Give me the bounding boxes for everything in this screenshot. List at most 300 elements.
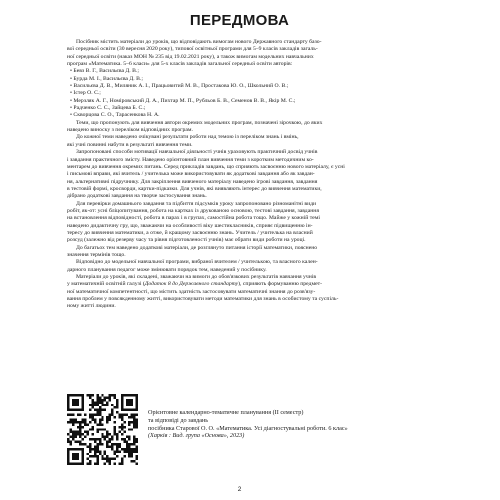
qr-module [89, 428, 91, 430]
qr-module [91, 416, 93, 418]
qr-module [99, 401, 101, 403]
qr-module [121, 426, 123, 428]
qr-module [82, 443, 84, 445]
qr-module [128, 443, 130, 445]
qr-module [69, 436, 71, 438]
qr-module [72, 458, 74, 460]
qr-module [111, 436, 113, 438]
qr-module [123, 448, 125, 450]
qr-module [72, 436, 74, 438]
qr-module [126, 448, 128, 450]
page-number: 2 [237, 486, 242, 493]
qr-module [79, 448, 81, 450]
qr-module [114, 396, 116, 398]
qr-module [89, 394, 91, 396]
qr-module [96, 409, 98, 411]
qr-caption-line: (Харків : Вид. група «Основа», 2023) [148, 432, 245, 440]
qr-module [91, 401, 93, 403]
qr-module [74, 399, 76, 401]
intro-line: Посібник містить матеріали до уроків, що відповідають вимогам нового Державного стандарту базо- [76, 39, 322, 45]
qr-module [133, 441, 135, 443]
qr-module [69, 463, 71, 465]
qr-module [106, 443, 108, 445]
qr-module [136, 414, 138, 416]
qr-module [133, 438, 135, 440]
qr-module [136, 441, 138, 443]
qr-module [74, 409, 76, 411]
qr-module [136, 399, 138, 401]
qr-module [106, 433, 108, 435]
qr-module [106, 436, 108, 438]
qr-module [109, 396, 111, 398]
qr-module [82, 438, 84, 440]
qr-module [131, 421, 133, 423]
qr-module [136, 401, 138, 403]
qr-module [67, 404, 69, 406]
qr-module [109, 418, 111, 420]
qr-module [74, 448, 76, 450]
qr-module [67, 401, 69, 403]
qr-module [89, 455, 91, 457]
qr-module [109, 463, 111, 465]
qr-module [91, 438, 93, 440]
qr-module [128, 450, 130, 452]
qr-module [133, 421, 135, 423]
qr-module [67, 414, 69, 416]
qr-module [72, 414, 74, 416]
qr-module [96, 428, 98, 430]
qr-module [123, 450, 125, 452]
qr-module [84, 436, 86, 438]
qr-module [133, 460, 135, 462]
qr-module [101, 455, 103, 457]
qr-module [121, 438, 123, 440]
qr-module [133, 426, 135, 428]
qr-module [136, 463, 138, 465]
qr-caption-line: посібника Старової О. О. «Математика. Усі діагностувальні роботи. 6 клас» [148, 424, 348, 432]
qr-module [99, 396, 101, 398]
qr-module [94, 401, 96, 403]
qr-module [94, 455, 96, 457]
qr-module [77, 399, 79, 401]
author-item: • Бевз В. Г., Васильєва Д. В.; [70, 68, 139, 75]
paragraph-line: тересу до вивчення математики, а отже, й кращому засвоєнню знань. Учитель / учителька на власний [67, 229, 313, 236]
qr-module [136, 394, 138, 396]
qr-module [99, 423, 101, 425]
paragraph-line: ментарем до вивчення окремих питань. Серед прикладів завдань, що сприяють засвоєнню нового матеріалу, є усні [67, 163, 345, 170]
qr-module [89, 445, 91, 447]
qr-module [87, 423, 89, 425]
qr-module [74, 441, 76, 443]
qr-module [118, 450, 120, 452]
qr-module [74, 436, 76, 438]
qr-module [82, 450, 84, 452]
qr-module [121, 406, 123, 408]
qr-module [116, 433, 118, 435]
qr-module [116, 438, 118, 440]
qr-module [133, 414, 135, 416]
qr-module [121, 458, 123, 460]
qr-module [69, 421, 71, 423]
author-text: Мерзляк А. Г., Номіровський Д. А., Пихтар М. П., Рубльов Б. В., Семенов В. В., Якір М. С.; [73, 97, 296, 104]
qr-module [96, 401, 98, 403]
qr-module [114, 421, 116, 423]
qr-module [99, 399, 101, 401]
qr-module [79, 431, 81, 433]
qr-module [94, 445, 96, 447]
qr-module [69, 448, 71, 450]
paragraph-line: значення термінів тощо. [67, 251, 126, 258]
qr-module [89, 438, 91, 440]
qr-module [121, 463, 123, 465]
qr-module [89, 421, 91, 423]
qr-module [121, 460, 123, 462]
qr-module [77, 404, 79, 406]
paragraph-line: дібрано додаткові завдання на творче застосування знань. [67, 193, 207, 200]
qr-module [109, 416, 111, 418]
qr-module [128, 455, 130, 457]
qr-module [109, 399, 111, 401]
qr-module [114, 428, 116, 430]
qr-module [111, 404, 113, 406]
qr-module [69, 418, 71, 420]
qr-module [82, 426, 84, 428]
qr-module [133, 450, 135, 452]
qr-module [99, 450, 101, 452]
qr-module [67, 460, 69, 462]
qr-module [84, 423, 86, 425]
qr-module [67, 433, 69, 435]
author-item: • Радченко С. С., Зайцева Б. С.; [70, 105, 146, 112]
qr-module [82, 401, 84, 403]
qr-module [82, 406, 84, 408]
qr-module [87, 433, 89, 435]
author-item: • Мерзляк А. Г., Номіровський Д. А., Пихтар М. П., Рубльов Б. В., Семенов В. В., Якір М. С.; [70, 97, 296, 104]
qr-module [79, 409, 81, 411]
qr-module [106, 458, 108, 460]
qr-module [123, 394, 125, 396]
qr-module [128, 445, 130, 447]
qr-module [91, 406, 93, 408]
paragraph-line: у математичній освітній галузі (Додаток 8 до Державного стандарту), сприяють формуванню предмет- [67, 281, 322, 288]
qr-module [126, 409, 128, 411]
paragraph-line: робіт, як-от: усні бліцопитування, робота на картках із друкованою основою, тестові завдання, завдання [67, 207, 319, 214]
qr-module [69, 394, 71, 396]
qr-module [131, 448, 133, 450]
qr-module [67, 455, 69, 457]
qr-module [74, 421, 76, 423]
qr-module [77, 463, 79, 465]
qr-module [67, 448, 69, 450]
qr-module [94, 414, 96, 416]
qr-module [72, 409, 74, 411]
qr-module [106, 416, 108, 418]
qr-module [114, 443, 116, 445]
qr-module [99, 409, 101, 411]
qr-module [131, 453, 133, 455]
qr-module [104, 428, 106, 430]
page-title: ПЕРЕДМОВА [189, 12, 290, 29]
qr-module [87, 394, 89, 396]
qr-module [136, 448, 138, 450]
qr-module [106, 421, 108, 423]
qr-module [123, 426, 125, 428]
qr-module [121, 396, 123, 398]
qr-module [74, 455, 76, 457]
qr-module [136, 421, 138, 423]
qr-module [67, 453, 69, 455]
qr-module [101, 418, 103, 420]
qr-module [111, 443, 113, 445]
qr-module [128, 416, 130, 418]
paragraph-line: і письмові вправи, які вчитель / учителька може використовувати як додаткові завдання або як завдан- [67, 171, 315, 178]
qr-module [116, 404, 118, 406]
qr-module [114, 426, 116, 428]
qr-module [118, 445, 120, 447]
qr-module [99, 418, 101, 420]
paragraph-line: До кожної теми наведено очікувані результати роботи над темою із переліком знань і вмінь, [76, 134, 299, 141]
paragraph-line: Для перевірки домашнього завдання та підбиття підсумків уроку запропоновано різноманітні види [76, 200, 317, 207]
qr-module [79, 394, 81, 396]
qr-module [72, 431, 74, 433]
qr-module [101, 428, 103, 430]
qr-module [133, 423, 135, 425]
qr-module [67, 399, 69, 401]
qr-module [136, 423, 138, 425]
qr-module [121, 399, 123, 401]
qr-module [74, 404, 76, 406]
author-text: Бурда М. І., Васильєва Д. В.; [73, 75, 143, 82]
qr-module [133, 418, 135, 420]
author-item: • Скворцова С. О., Тарасенкова Н. А. [70, 112, 160, 119]
qr-module [116, 401, 118, 403]
qr-module [91, 418, 93, 420]
qr-module [114, 453, 116, 455]
qr-module [106, 418, 108, 420]
qr-module [94, 453, 96, 455]
qr-module [74, 431, 76, 433]
qr-module [67, 450, 69, 452]
paragraph-line: які учні повинні набути в результаті вивчення теми. [67, 141, 193, 148]
qr-module [91, 455, 93, 457]
qr-module [91, 433, 93, 435]
qr-module [94, 441, 96, 443]
qr-module [128, 423, 130, 425]
qr-module [94, 409, 96, 411]
intro-line: ної середньої освіти (наказ МОН № 235 від 19.02.2021 року), а також вимогам модельних навчальних [67, 53, 314, 60]
qr-module [79, 428, 81, 430]
qr-caption-line: Орієнтовне календарно-тематичне планування (ІІ семестр) [148, 409, 304, 416]
qr-module [106, 441, 108, 443]
qr-module [106, 455, 108, 457]
qr-code[interactable] [67, 394, 138, 465]
qr-module [89, 460, 91, 462]
qr-module [82, 458, 84, 460]
qr-module [109, 445, 111, 447]
qr-module [74, 433, 76, 435]
qr-module [118, 426, 120, 428]
qr-module [121, 416, 123, 418]
qr-module [67, 406, 69, 408]
paragraph-line: ня, альтернативні підручнику. Для закріплення вивченого матеріалу наведено ігрові завдання, завдання [67, 178, 318, 185]
qr-module [121, 428, 123, 430]
qr-module [89, 414, 91, 416]
qr-module [94, 450, 96, 452]
qr-module [128, 394, 130, 396]
qr-module [72, 421, 74, 423]
qr-module [109, 433, 111, 435]
qr-module [131, 455, 133, 457]
qr-module [77, 448, 79, 450]
qr-module [84, 414, 86, 416]
qr-module [106, 396, 108, 398]
qr-module [96, 423, 98, 425]
qr-module [91, 414, 93, 416]
qr-module [89, 416, 91, 418]
qr-module [131, 409, 133, 411]
qr-module [109, 438, 111, 440]
qr-module [96, 394, 98, 396]
qr-module [104, 399, 106, 401]
qr-module [82, 460, 84, 462]
intro-line: програм «Математика. 5–6 класи» для 5-х класів закладів загальної середньої освіти авторів: [67, 61, 293, 68]
qr-module [123, 455, 125, 457]
qr-module [111, 411, 113, 413]
qr-module [118, 414, 120, 416]
qr-module [101, 399, 103, 401]
qr-module [96, 404, 98, 406]
qr-module [96, 411, 98, 413]
qr-module [69, 443, 71, 445]
qr-module [79, 414, 81, 416]
paragraph-line: Запропоновані способи мотивації навчальної діяльності учнів ураховують практичний досвід учнів [76, 149, 318, 156]
qr-module [106, 404, 108, 406]
qr-module [126, 401, 128, 403]
qr-module [94, 421, 96, 423]
qr-module [74, 401, 76, 403]
qr-module [96, 399, 98, 401]
author-text: Істер О. С.; [73, 90, 101, 97]
paragraph-line: вання проблем у повсякденному житті, використовувати методи математики для знань в особистому та суспіль- [67, 296, 339, 303]
qr-module [106, 445, 108, 447]
qr-module [82, 463, 84, 465]
qr-module [89, 448, 91, 450]
qr-module [82, 409, 84, 411]
qr-module [116, 411, 118, 413]
qr-module [67, 463, 69, 465]
qr-module [123, 409, 125, 411]
qr-module [111, 394, 113, 396]
qr-module [99, 406, 101, 408]
paragraph-line: на встановлення відповідності, робота в парах і в групах, самостійна робота тощо. Майже у кожній темі [67, 215, 320, 222]
qr-module [67, 394, 69, 396]
qr-module [104, 396, 106, 398]
qr-module [67, 458, 69, 460]
qr-module [114, 458, 116, 460]
qr-module [96, 458, 98, 460]
qr-module [94, 404, 96, 406]
qr-module [99, 453, 101, 455]
qr-module [118, 431, 120, 433]
qr-module [126, 436, 128, 438]
qr-module [101, 423, 103, 425]
qr-module [89, 404, 91, 406]
qr-module [114, 431, 116, 433]
qr-module [101, 409, 103, 411]
qr-module [72, 438, 74, 440]
qr-module [89, 409, 91, 411]
qr-module [116, 450, 118, 452]
qr-module [131, 404, 133, 406]
author-text: Бевз В. Г., Васильєва Д. В.; [73, 68, 139, 75]
author-item: • Бурда М. І., Васильєва Д. В.; [70, 75, 143, 82]
qr-module [106, 460, 108, 462]
qr-module [91, 428, 93, 430]
qr-module [77, 453, 79, 455]
qr-module [109, 394, 111, 396]
paragraph-line: в тестовій формі, кросворди, картки-підказки. Для учнів, які виявляють інтерес до вивчення математики, [67, 185, 322, 192]
qr-module [123, 414, 125, 416]
qr-module [133, 394, 135, 396]
qr-module [77, 433, 79, 435]
qr-module [69, 441, 71, 443]
qr-module [99, 428, 101, 430]
qr-module [79, 423, 81, 425]
qr-module [114, 450, 116, 452]
qr-module [104, 453, 106, 455]
qr-module [114, 463, 116, 465]
qr-module [131, 414, 133, 416]
paragraph-line: Теми, що пропонують для вивчення автори окремих модельних програм, позначені зірочкою, до яких [76, 119, 323, 126]
qr-module [72, 453, 74, 455]
qr-module [67, 409, 69, 411]
qr-module [109, 414, 111, 416]
qr-module [77, 458, 79, 460]
qr-module [89, 450, 91, 452]
document-page [67, 0, 412, 500]
qr-module [74, 394, 76, 396]
qr-module [111, 438, 113, 440]
paragraph-line: ної математичної компетентності, що містить здатність застосовувати математичні знання до розв'язу- [67, 288, 316, 295]
qr-module [99, 414, 101, 416]
qr-module [136, 458, 138, 460]
qr-module [99, 411, 101, 413]
qr-module [82, 404, 84, 406]
qr-module [121, 423, 123, 425]
qr-module [116, 436, 118, 438]
qr-module [123, 431, 125, 433]
qr-module [136, 409, 138, 411]
qr-module [101, 443, 103, 445]
qr-module [101, 433, 103, 435]
qr-module [126, 404, 128, 406]
qr-module [128, 399, 130, 401]
qr-module [123, 421, 125, 423]
qr-module [87, 458, 89, 460]
qr-module [96, 431, 98, 433]
qr-module [94, 418, 96, 420]
qr-module [96, 455, 98, 457]
qr-module [131, 443, 133, 445]
qr-module [94, 463, 96, 465]
qr-module [72, 399, 74, 401]
paragraph-line: дарного планування педагог може змінювати порядок тем, наведений у посібнику. [67, 266, 267, 273]
paragraph-line: Відповідно до модельної навчальної програми, вибраної вчителем / учителькою, та власного кален- [76, 259, 318, 266]
qr-module [96, 448, 98, 450]
qr-module [136, 450, 138, 452]
qr-module [96, 414, 98, 416]
qr-module [133, 448, 135, 450]
